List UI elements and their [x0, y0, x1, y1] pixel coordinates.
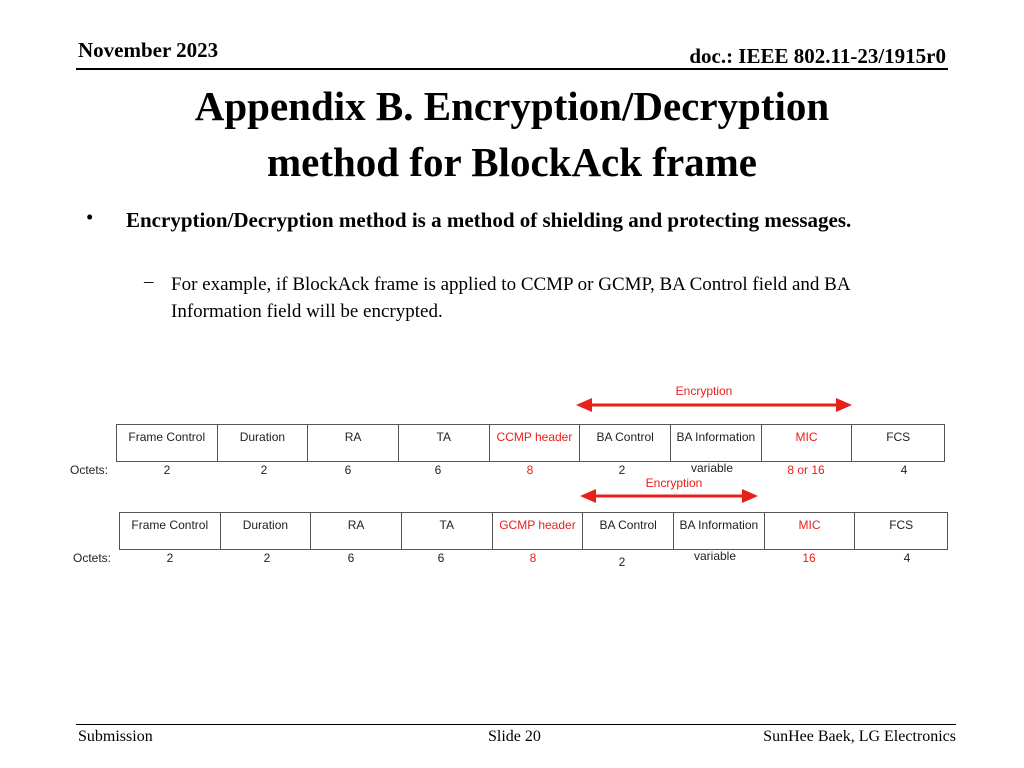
ccmp-octets-row [70, 463, 950, 479]
ccmp-encryption-arrow [576, 398, 852, 412]
gcmp-frame [119, 512, 948, 550]
gcmp-octets-value: 8 [529, 551, 537, 565]
gcmp-field-ba-information: BA Information [674, 513, 765, 549]
ccmp-field-fcs: FCS [886, 430, 911, 444]
gcmp-octets-value: 16 [802, 551, 816, 565]
header-rule [76, 68, 948, 70]
gcmp-octets-value: 2 [263, 551, 271, 565]
gcmp-field-gcmp-header: GCMP header [493, 513, 584, 549]
sub-bullet-text: For example, if BlockAck frame is applied to CCMP or GCMP, BA Control field and BA Information field will be encrypted. [171, 274, 850, 322]
ccmp-octets-value: 6 [434, 463, 442, 477]
ccmp-octets-value: 2 [163, 463, 171, 477]
gcmp-field-ra: RA [311, 513, 402, 549]
gcmp-field-fcs: FCS [889, 518, 914, 532]
ccmp-frame [116, 424, 945, 462]
ccmp-octets-label: Octets: [70, 463, 109, 477]
slide-title [0, 78, 1024, 190]
ccmp-field-ba-control: BA Control [580, 425, 671, 461]
gcmp-field-mic: MIC [765, 513, 856, 549]
bullet-main-text: Encryption/Decryption method is a method of shielding and protecting messages. [126, 208, 852, 232]
gcmp-octets-value: variable [693, 549, 737, 563]
ccmp-field-frame-control: Frame Control [117, 425, 218, 461]
gcmp-octets-value: 2 [166, 551, 174, 565]
ccmp-field-ba-information: BA Information [671, 425, 762, 461]
header-date: November 2023 [78, 38, 219, 62]
ccmp-field-duration: Duration [218, 425, 309, 461]
ccmp-octets-value: 2 [260, 463, 268, 477]
gcmp-octets-value: 2 [618, 555, 626, 569]
gcmp-field-ba-control: BA Control [583, 513, 674, 549]
gcmp-field-frame-control: Frame Control [120, 513, 221, 549]
sub-bullet-marker: – [144, 271, 154, 292]
ccmp-encryption-label: Encryption [675, 384, 733, 398]
gcmp-octets-value: 6 [347, 551, 355, 565]
footer-submission: Submission [78, 728, 153, 745]
ccmp-field-ccmp-header: CCMP header [490, 425, 581, 461]
gcmp-octets-row [73, 551, 953, 567]
title-line-1: Appendix B. Encryption/Decryption [194, 83, 830, 129]
ccmp-octets-value: variable [690, 461, 734, 475]
ccmp-octets-value: 8 or 16 [787, 463, 825, 477]
ccmp-field-mic: MIC [762, 425, 853, 461]
gcmp-field-ta: TA [402, 513, 493, 549]
footer-author: SunHee Baek, LG Electronics [763, 728, 956, 745]
bullet-marker: • [86, 205, 94, 229]
ccmp-octets-value: 6 [344, 463, 352, 477]
footer-rule [76, 724, 956, 725]
ccmp-field-ra: RA [308, 425, 399, 461]
gcmp-octets-value: 4 [903, 551, 911, 565]
footer-slide-number: Slide 20 [488, 728, 541, 745]
ccmp-octets-value: 4 [900, 463, 908, 477]
gcmp-octets-label: Octets: [73, 551, 112, 565]
ccmp-octets-value: 8 [526, 463, 534, 477]
title-line-2: method for BlockAck frame [266, 139, 758, 185]
header-doc-id: doc.: IEEE 802.11-23/1915r0 [689, 44, 946, 68]
gcmp-encryption-arrow [580, 489, 758, 503]
gcmp-octets-value: 6 [437, 551, 445, 565]
gcmp-field-duration: Duration [221, 513, 312, 549]
ccmp-field-ta: TA [399, 425, 490, 461]
gcmp-encryption-label: Encryption [645, 476, 703, 490]
ccmp-octets-value: 2 [618, 463, 626, 477]
